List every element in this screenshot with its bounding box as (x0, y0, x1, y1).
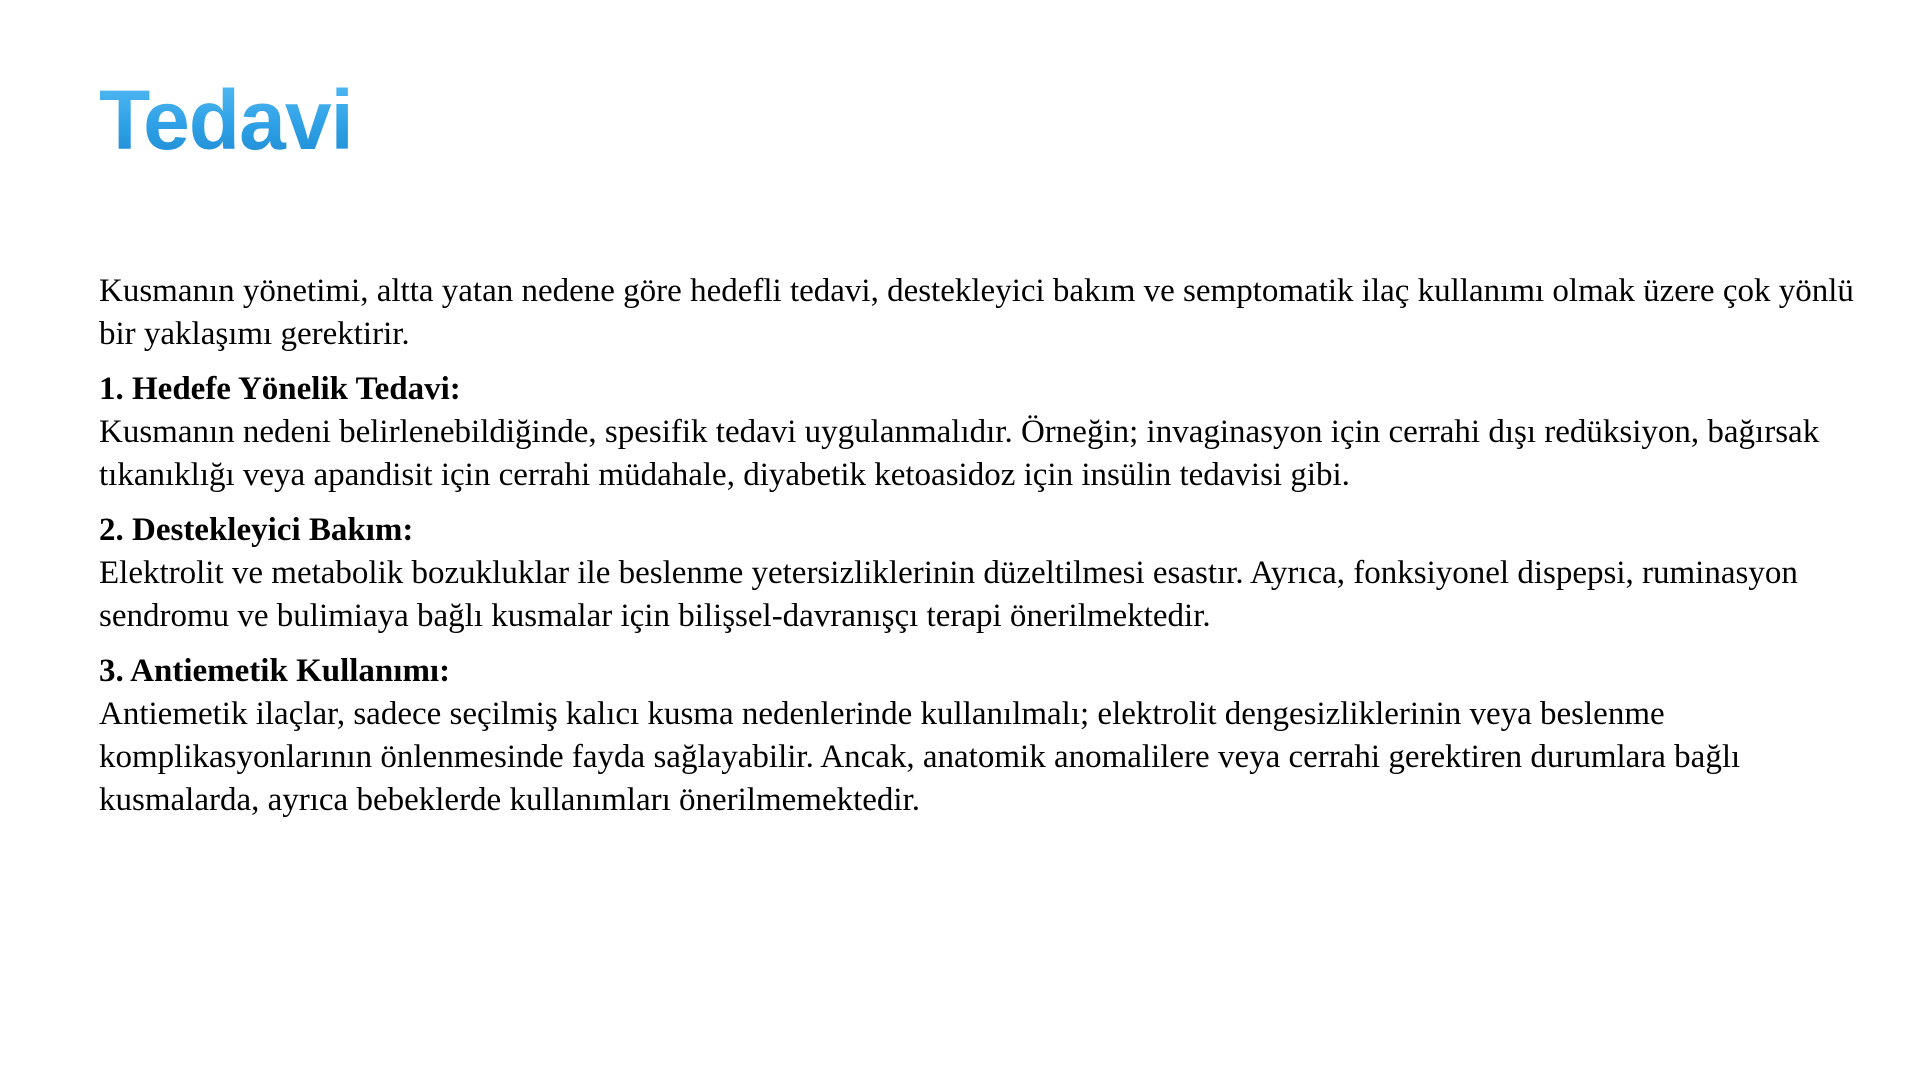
section-body: Antiemetik ilaçlar, sadece seçilmiş kalıcı kusma nedenlerinde kullanılmalı; elektrolit dengesizliklerinin veya beslenme komplikasyonlarının önlenmesinde fayda sağlayabilir. Ancak, anatomik anomalilere veya cerrahi gerektiren durumlara bağlı kusmalarda, ayrıca bebeklerde kullanımları önerilmemektedir. (99, 696, 1741, 818)
section-heading: 1. Hedefe Yönelik Tedavi: (99, 371, 461, 407)
slide-content (99, 270, 1859, 834)
section-antiemetic-use (99, 650, 1859, 822)
section-heading: 2. Destekleyici Bakım: (99, 512, 414, 548)
slide-title: Tedavi (99, 70, 353, 171)
section-body: Elektrolit ve metabolik bozukluklar ile beslenme yetersizliklerinin düzeltilmesi esastır. Ayrıca, fonksiyonel dispepsi, ruminasyon sendromu ve bulimiaya bağlı kusmalar için bilişsel-davranışçı terapi önerilmektedir. (99, 555, 1798, 634)
section-heading: 3. Antiemetik Kullanımı: (99, 653, 451, 689)
section-supportive-care (99, 509, 1859, 638)
section-targeted-treatment (99, 368, 1859, 497)
section-body: Kusmanın nedeni belirlenebildiğinde, spesifik tedavi uygulanmalıdır. Örneğin; invaginasyon için cerrahi dışı redüksiyon, bağırsak tıkanıklığı veya apandisit için cerrahi müdahale, diyabetik ketoasidoz için insülin tedavisi gibi. (99, 414, 1820, 493)
intro-paragraph: Kusmanın yönetimi, altta yatan nedene göre hedefli tedavi, destekleyici bakım ve semptomatik ilaç kullanımı olmak üzere çok yönlü bir yaklaşımı gerektirir. (99, 273, 1854, 352)
